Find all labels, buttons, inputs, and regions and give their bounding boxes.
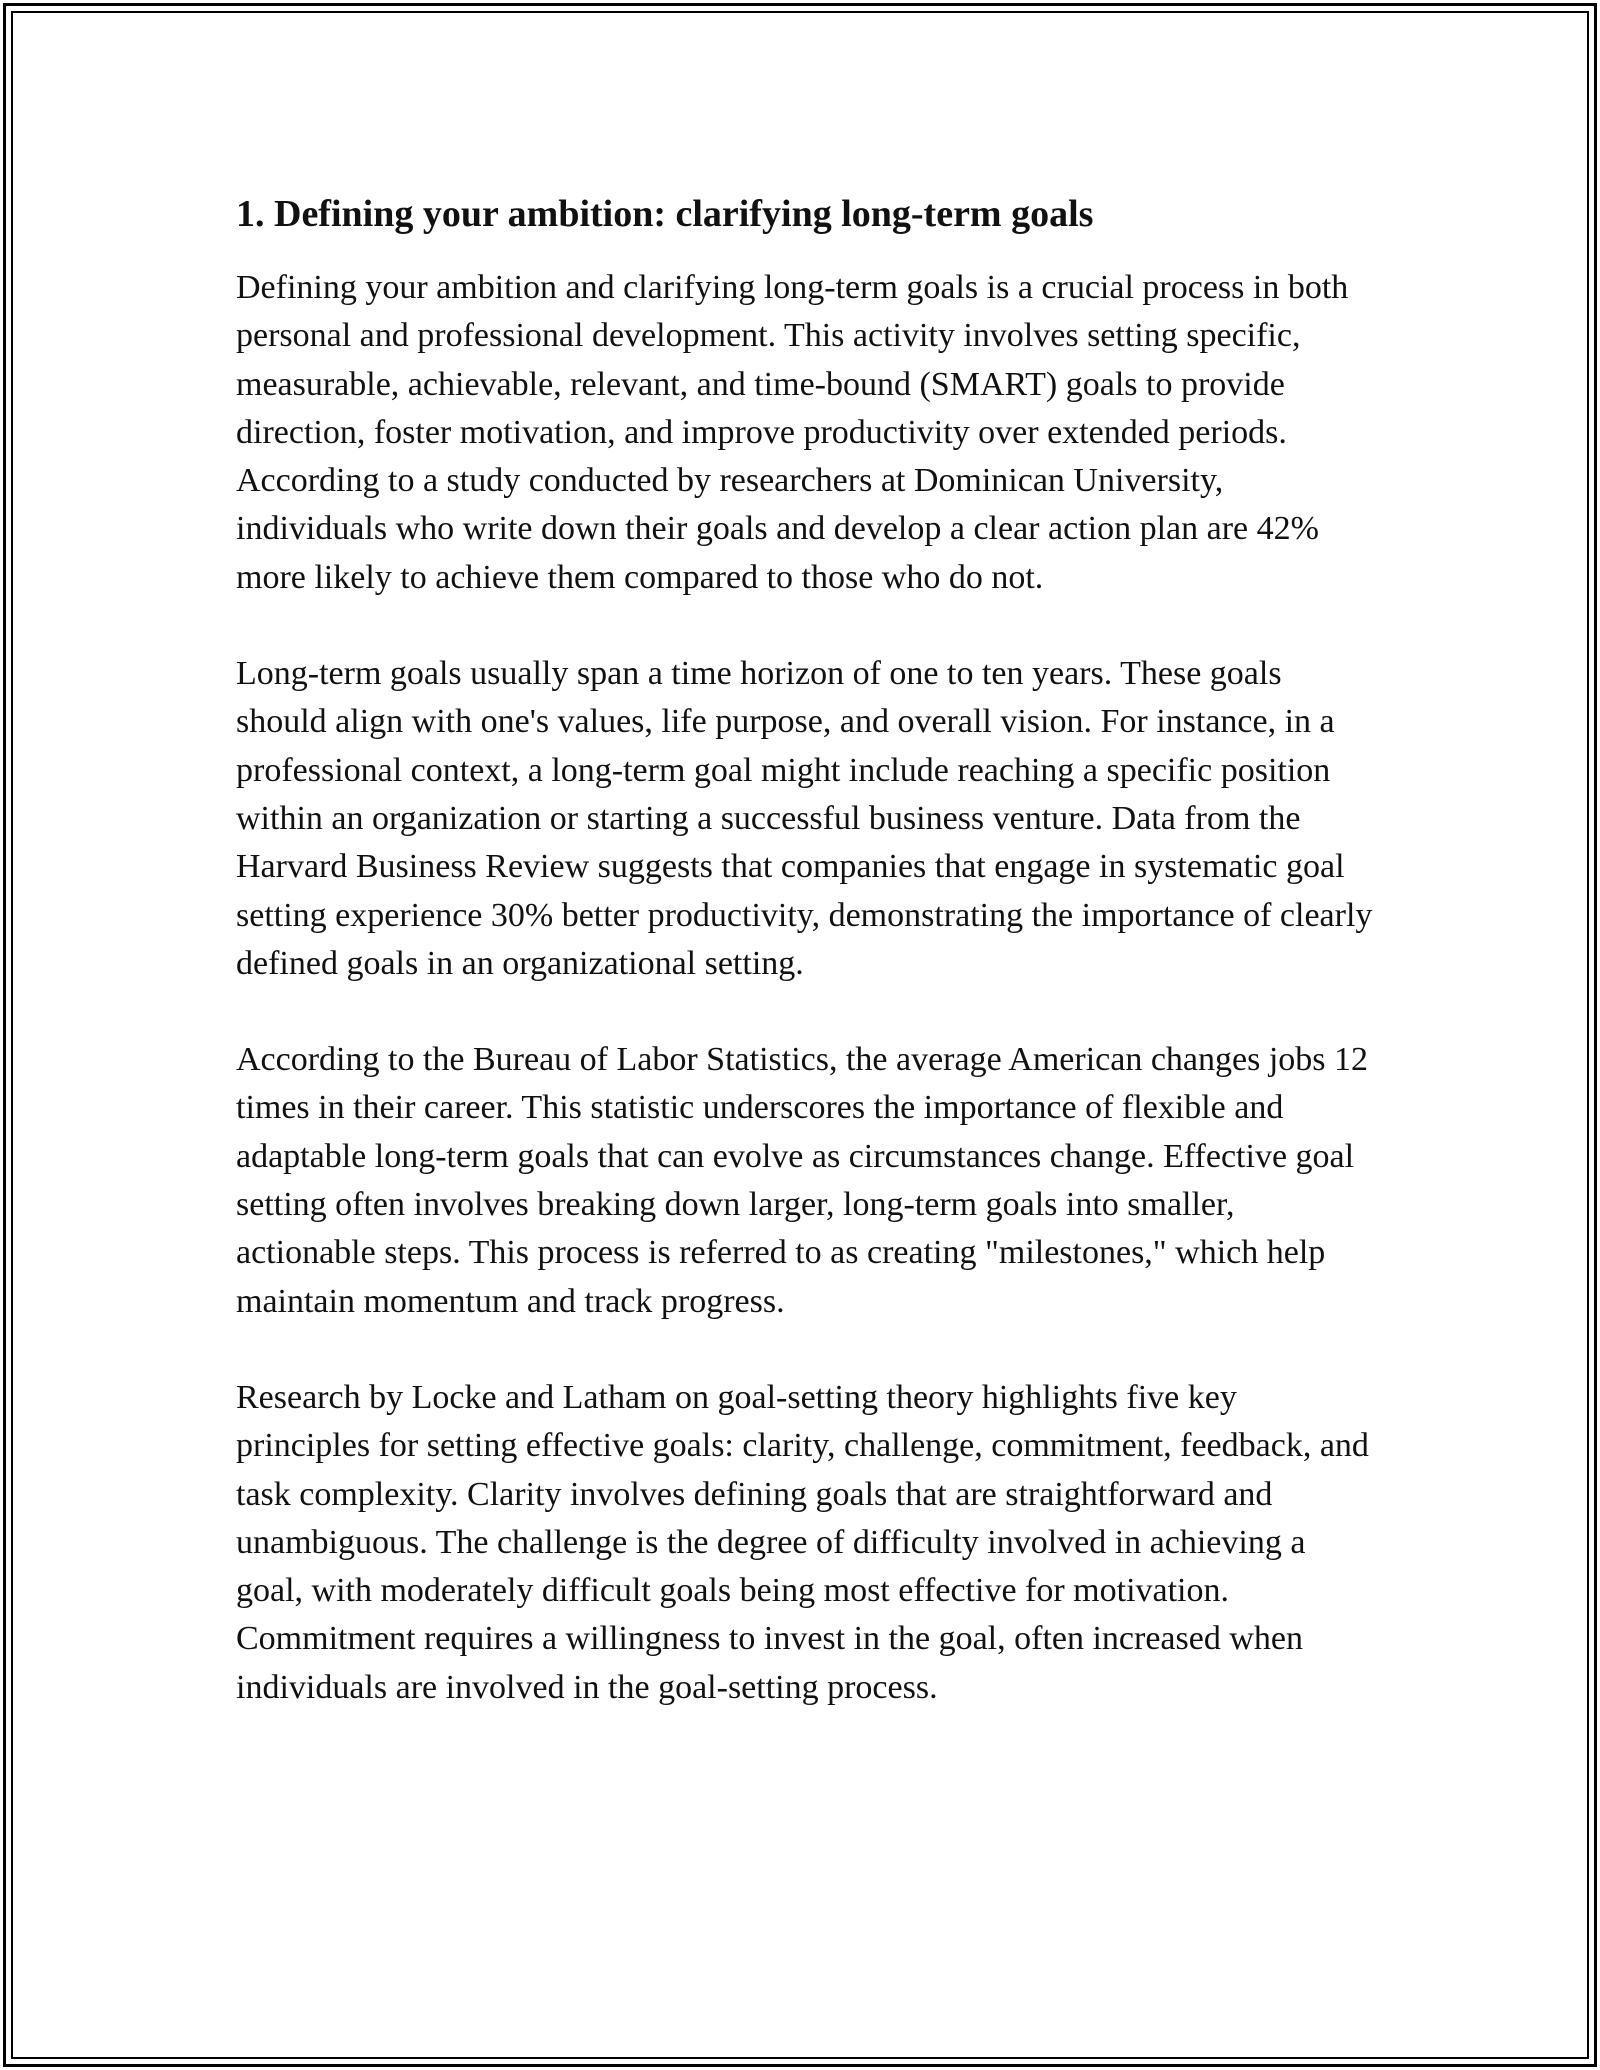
document-body bbox=[236, 186, 1376, 1760]
paragraph-goal-setting-theory: Research by Locke and Latham on goal-setting theory highlights five key principles for setting effective goals: clarity, challenge, commitment, feedback, and task complexity. Clarity involves defining goals that are straightforward and unambiguous. The challenge is the degree of difficulty involved in achieving a goal, with moderately difficult goals being most effective for motivation. Commitment requires a willingness to invest in the goal, often increased when individuals are involved in the goal-setting process. bbox=[236, 1378, 1369, 1706]
paragraph-career-changes: According to the Bureau of Labor Statistics, the average American changes jobs 12 times in their career. This statistic underscores the importance of flexible and adaptable long-term goals that can evolve as circumstances change. Effective goal setting often involves breaking down larger, long-term goals into smaller, actionable steps. This process is referred to as creating "milestones," which help maintain momentum and track progress. bbox=[236, 1041, 1369, 1320]
paragraph-smart-goals: Defining your ambition and clarifying long-term goals is a crucial process in both personal and professional development. This activity involves setting specific, measurable, achievable, relevant, and time-bound (SMART) goals to provide direction, foster motivation, and improve productivity over extended periods. According to a study conducted by researchers at Dominican University, individuals who write down their goals and develop a clear action plan are 42% more likely to achieve them compared to those who do not. bbox=[236, 269, 1349, 596]
section-heading: 1. Defining your ambition: clarifying long-term goals bbox=[236, 193, 1094, 235]
paragraph-time-horizon: Long-term goals usually span a time horizon of one to ten years. These goals should align with one's values, life purpose, and overall vision. For instance, in a professional context, a long-term goal might include reaching a specific position within an organization or starting a successful business venture. Data from the Harvard Business Review suggests that companies that engage in systematic goal setting experience 30% better productivity, demonstrating the importance of clearly defined goals in an organizational setting. bbox=[236, 655, 1373, 982]
